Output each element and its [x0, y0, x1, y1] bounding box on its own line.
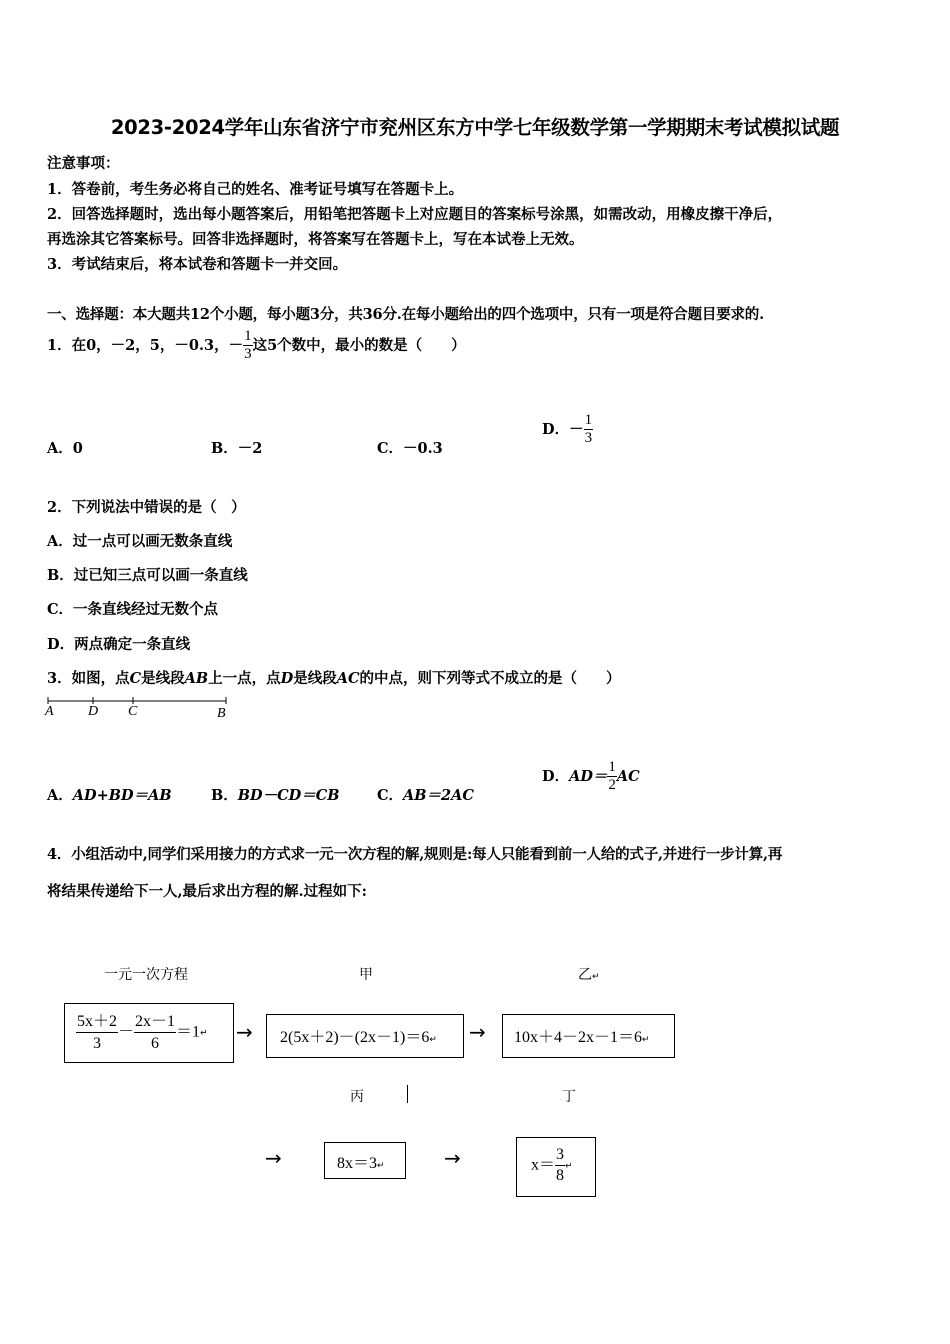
- q3-text: 的中点，则下列等式不成立的是（ ）: [359, 670, 621, 687]
- page-title: 2023-2024学年山东省济宁市兖州区东方中学七年级数学第一学期期末考试模拟试题: [110, 116, 840, 139]
- option-expr: AD＝: [569, 767, 608, 785]
- section-heading: 一、选择题：本大题共12个小题，每小题3分，共36分.在每小题给出的四个选项中，只有一项是符合题目要求的.: [47, 306, 764, 323]
- point-label-d: D: [88, 704, 99, 719]
- q1-option-b: B．－2: [211, 440, 263, 457]
- arrow-icon: →: [444, 1146, 461, 1170]
- question-1-stem: [47, 328, 466, 363]
- q3-option-a: [47, 784, 172, 805]
- q3-option-c: [377, 784, 474, 805]
- q3-text: 是线段: [293, 670, 337, 687]
- frac-den: 3: [584, 430, 593, 446]
- q3-var: D: [280, 670, 294, 687]
- q1-stem-b: 这5个数中，最小的数是（ ）: [252, 336, 466, 354]
- label-jia: 甲: [359, 967, 373, 983]
- equation-text: 8x＝3: [337, 1155, 378, 1172]
- q1-frac-num: 1: [244, 328, 252, 344]
- q3-option-b: [211, 784, 340, 805]
- equation-yi: [514, 1024, 650, 1047]
- point-label-b: B: [217, 706, 226, 721]
- return-mark: ↵: [200, 1027, 208, 1038]
- q3-text: 3．如图，点: [47, 670, 130, 687]
- cursor-line: [407, 1085, 408, 1103]
- option-expr: AB＝2AC: [403, 787, 474, 804]
- equation-text: 2(5x＋2)－(2x－1)＝6: [280, 1029, 430, 1046]
- eq4-fraction: [555, 1145, 565, 1186]
- q2-option-c: C．一条直线经过无数个点: [47, 601, 219, 618]
- q3-text: 上一点，点: [208, 670, 281, 687]
- q1-option-d-label: D．－: [542, 420, 584, 438]
- q1-frac-den: 3: [244, 346, 252, 362]
- arrow-icon: →: [469, 1020, 486, 1044]
- question-4-line-1: 4．小组活动中,同学们采用接力的方式求一元一次方程的解,规则是:每人只能看到前一人给的式子,并进行一步计算,再: [47, 846, 783, 863]
- option-prefix: B．: [211, 787, 238, 804]
- equation-jia: [280, 1024, 437, 1047]
- label-ding: 丁: [562, 1089, 576, 1105]
- equation-text: 10x＋4－2x－1＝6: [514, 1029, 643, 1046]
- point-label-c: C: [128, 704, 138, 719]
- q1-option-c: C．－0.3: [377, 440, 443, 457]
- return-mark: ↵: [592, 972, 600, 982]
- q2-option-d: D．两点确定一条直线: [47, 636, 191, 653]
- q3-text: 是线段: [141, 670, 185, 687]
- frac-den: 3: [76, 1032, 118, 1054]
- question-2-stem: 2．下列说法中错误的是（ ）: [47, 499, 246, 516]
- question-3-stem: [47, 667, 621, 688]
- q2-option-b: B．过已知三点可以画一条直线: [47, 567, 248, 584]
- equation-ding: [531, 1145, 573, 1186]
- return-mark: ↵: [565, 1160, 573, 1171]
- label-equation: 一元一次方程: [104, 967, 188, 983]
- equation-original: [76, 1011, 208, 1054]
- notice-item: 再选涂其它答案标号。回答非选择题时，将答案写在答题卡上，写在本试卷上无效。: [47, 231, 584, 248]
- q3-var: AB: [184, 670, 209, 687]
- frac-den: 6: [134, 1032, 176, 1054]
- q3-option-d: [542, 759, 640, 794]
- q1-option-a: A．0: [47, 440, 83, 457]
- equation-bing: [337, 1150, 385, 1173]
- arrow-icon: →: [265, 1146, 282, 1170]
- question-4-line-2: 将结果传递给下一人,最后求出方程的解.过程如下:: [47, 883, 367, 900]
- frac-num: 3: [556, 1146, 565, 1163]
- segment-figure: [44, 694, 234, 724]
- option-prefix: D．: [542, 767, 570, 785]
- q3-option-d-fraction: [607, 759, 617, 794]
- label-bing: 丙: [350, 1089, 364, 1105]
- notice-item: 1．答卷前，考生务必将自己的姓名、准考证号填写在答题卡上。: [47, 181, 464, 198]
- option-prefix: A．: [47, 787, 73, 804]
- eq0-frac-1: [76, 1011, 118, 1054]
- frac-den: 8: [556, 1167, 565, 1184]
- q1-option-d: [542, 412, 593, 447]
- label-text: 乙: [578, 967, 592, 983]
- option-expr: AD+BD＝AB: [72, 787, 172, 804]
- frac-num: 2x－1: [135, 1013, 176, 1030]
- q1-fraction: [243, 328, 253, 363]
- notice-item: 2．回答选择题时，选出每小题答案后，用铅笔把答题卡上对应题目的答案标号涂黑，如需改动，用橡皮擦干净后，: [47, 206, 783, 223]
- minus-sign: －: [118, 1023, 135, 1041]
- q3-var: C: [129, 670, 142, 687]
- q1-option-d-fraction: [584, 412, 594, 447]
- q3-var: AC: [336, 670, 360, 687]
- frac-den: 2: [608, 777, 616, 793]
- label-yi: [578, 964, 600, 984]
- frac-num: 1: [608, 759, 616, 775]
- option-prefix: C．: [377, 787, 404, 804]
- q1-stem-a: 1．在0，－2，5，－0.3，－: [47, 336, 244, 354]
- frac-num: 5x＋2: [77, 1013, 118, 1030]
- rhs: ＝1: [176, 1023, 201, 1041]
- option-expr: BD－CD＝CB: [237, 787, 340, 804]
- eq0-frac-2: [134, 1011, 176, 1054]
- return-mark: ↵: [642, 1034, 650, 1044]
- arrow-icon: →: [236, 1020, 253, 1044]
- frac-num: 1: [584, 412, 593, 428]
- notice-heading: 注意事项：: [47, 155, 120, 172]
- return-mark: ↵: [377, 1160, 385, 1170]
- lhs: x＝: [531, 1156, 556, 1174]
- notice-item: 3．考试结束后，将本试卷和答题卡一并交回。: [47, 256, 348, 273]
- point-label-a: A: [45, 704, 54, 719]
- q2-option-a: A．过一点可以画无数条直线: [47, 533, 233, 550]
- option-expr: AC: [616, 767, 640, 785]
- return-mark: ↵: [429, 1034, 437, 1044]
